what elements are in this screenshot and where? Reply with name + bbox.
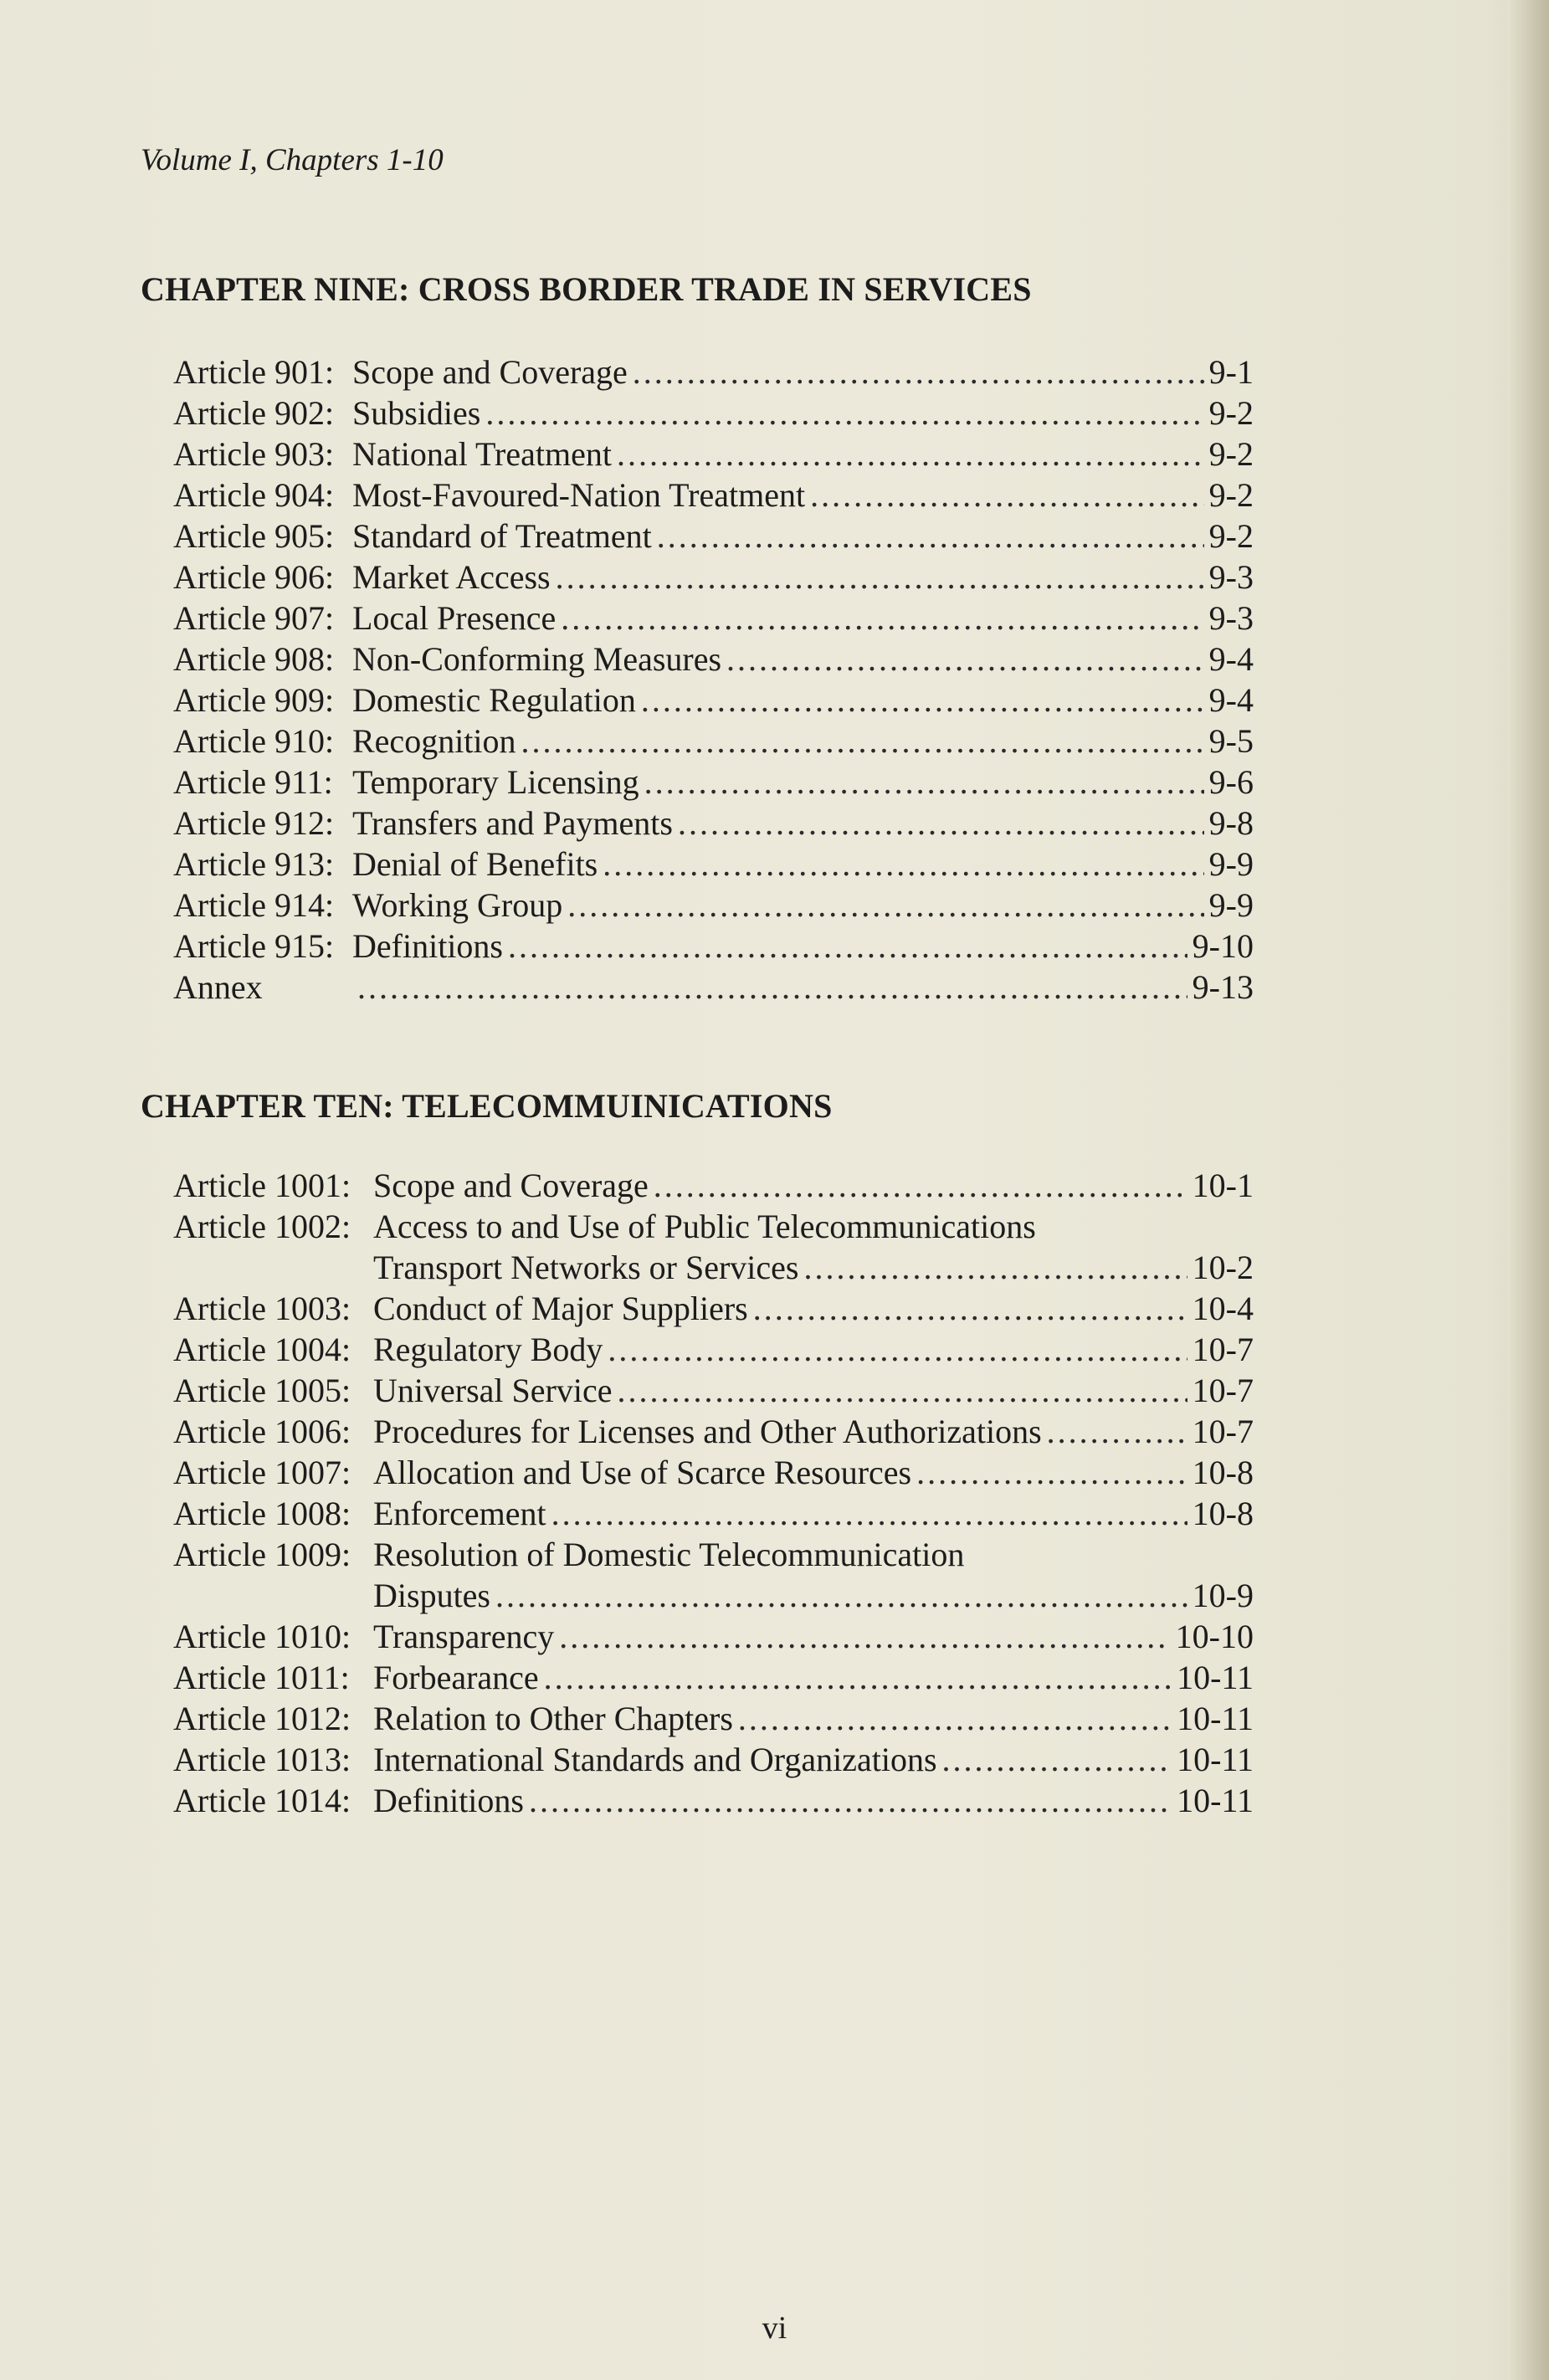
dot-leader (641, 680, 1204, 721)
toc-entry (173, 392, 1254, 433)
page-reference: 10-8 (1192, 1454, 1254, 1491)
dot-leader (803, 1247, 1187, 1288)
toc-entry (173, 967, 1254, 1008)
dot-leader (559, 1616, 1170, 1657)
toc-entry-continuation (173, 1575, 1254, 1616)
page-reference: 9-5 (1208, 722, 1254, 760)
dot-leader (603, 844, 1203, 885)
article-title: Scope and Coverage (373, 1167, 649, 1204)
page-reference: 10-10 (1175, 1618, 1254, 1655)
article-number: Article 1014: (173, 1782, 351, 1819)
article-number: Article 1012: (173, 1700, 351, 1737)
dot-leader (753, 1288, 1187, 1329)
toc-entry (173, 474, 1254, 515)
page-reference: 9-2 (1208, 476, 1254, 514)
toc-entry (173, 1288, 1254, 1329)
toc-entry (173, 598, 1254, 639)
toc-entry-continuation (173, 1247, 1254, 1288)
article-number: Article 912: (173, 804, 335, 842)
article-number: Article 1011: (173, 1659, 350, 1696)
article-number: Article 1003: (173, 1290, 351, 1327)
toc-entry (173, 433, 1254, 474)
dot-leader (556, 557, 1204, 598)
article-number: Article 902: (173, 394, 335, 432)
article-number: Article 1006: (173, 1413, 351, 1450)
article-title: Definitions (373, 1782, 524, 1819)
toc-entry (173, 1165, 1254, 1206)
article-number: Article 1008: (173, 1495, 351, 1532)
article-title: Subsidies (352, 394, 481, 432)
toc-entry (173, 680, 1254, 721)
page-reference: 9-9 (1208, 845, 1254, 883)
article-title: Resolution of Domestic Telecommunication (373, 1536, 965, 1573)
article-title: Working Group (352, 886, 563, 924)
chapter-nine-toc (173, 351, 1254, 1008)
toc-entry (173, 639, 1254, 680)
article-number: Article 1004: (173, 1331, 351, 1368)
chapter-ten-title: CHAPTER TEN: TELECOMMUINICATIONS (141, 1087, 833, 1125)
page-reference: 10-7 (1192, 1331, 1254, 1368)
article-number: Article 908: (173, 640, 335, 678)
toc-entry (173, 721, 1254, 762)
article-number: Article 901: (173, 353, 335, 391)
toc-entry (173, 1493, 1254, 1534)
page-reference: 9-4 (1208, 640, 1254, 678)
page-reference: 9-1 (1208, 353, 1254, 391)
page-reference: 10-11 (1177, 1700, 1254, 1737)
page-reference: 9-8 (1208, 804, 1254, 842)
article-title: Enforcement (373, 1495, 546, 1532)
dot-leader (485, 392, 1203, 433)
article-title: National Treatment (352, 435, 612, 473)
dot-leader (544, 1657, 1172, 1698)
article-title: Universal Service (373, 1372, 613, 1409)
running-head: Volume I, Chapters 1-10 (141, 143, 444, 177)
page-reference: 9-2 (1208, 517, 1254, 555)
page-reference: 9-6 (1208, 763, 1254, 801)
article-number: Article 1007: (173, 1454, 351, 1491)
toc-entry (173, 803, 1254, 844)
dot-leader (521, 721, 1204, 762)
page-reference: 9-2 (1208, 435, 1254, 473)
dot-leader (678, 803, 1204, 844)
dot-leader (608, 1329, 1187, 1370)
dot-leader (916, 1452, 1187, 1493)
page-number: vi (762, 2311, 787, 2346)
toc-entry (173, 557, 1254, 598)
dot-leader (508, 926, 1187, 967)
article-number: Article 903: (173, 435, 335, 473)
article-title-continuation: Disputes (373, 1577, 490, 1614)
article-title: Recognition (352, 722, 516, 760)
toc-entry (173, 1739, 1254, 1780)
dot-leader (551, 1493, 1187, 1534)
page-reference: 10-11 (1177, 1659, 1254, 1696)
article-number: Article 910: (173, 722, 335, 760)
dot-leader (644, 762, 1204, 803)
article-title: Transparency (373, 1618, 555, 1655)
article-title: Most-Favoured-Nation Treatment (352, 476, 806, 514)
toc-entry (173, 351, 1254, 392)
toc-entry (173, 515, 1254, 557)
page-gutter-shadow (1507, 0, 1549, 2380)
dot-leader (633, 351, 1204, 392)
article-number: Article 915: (173, 927, 335, 965)
dot-leader (654, 1165, 1187, 1206)
article-title: Transfers and Payments (352, 804, 673, 842)
article-title: Access to and Use of Public Telecommunications (373, 1208, 1036, 1245)
page-reference: 9-4 (1208, 681, 1254, 719)
article-number: Article 1009: (173, 1536, 351, 1573)
article-title: International Standards and Organizations (373, 1741, 937, 1778)
dot-leader (1047, 1411, 1187, 1452)
article-title: Non-Conforming Measures (352, 640, 722, 678)
toc-entry (173, 1534, 1254, 1575)
article-title: Scope and Coverage (352, 353, 628, 391)
article-number: Article 907: (173, 599, 335, 637)
article-number: Article 905: (173, 517, 335, 555)
article-title: Allocation and Use of Scarce Resources (373, 1454, 912, 1491)
page-reference: 10-7 (1192, 1372, 1254, 1409)
article-title-continuation: Transport Networks or Services (373, 1249, 799, 1286)
page-reference: 10-9 (1192, 1577, 1254, 1614)
article-title: Local Presence (352, 599, 557, 637)
article-number: Article 1002: (173, 1208, 351, 1245)
article-number: Article 913: (173, 845, 335, 883)
dot-leader (617, 1370, 1187, 1411)
dot-leader (657, 515, 1204, 557)
article-title: Market Access (352, 558, 551, 596)
article-number: Article 1013: (173, 1741, 351, 1778)
article-number: Article 1010: (173, 1618, 351, 1655)
dot-leader (810, 474, 1204, 515)
page-reference: 9-10 (1192, 927, 1254, 965)
article-number: Article 1001: (173, 1167, 351, 1204)
page-reference: 10-11 (1177, 1741, 1254, 1778)
article-number: Article 1005: (173, 1372, 351, 1409)
article-title: Relation to Other Chapters (373, 1700, 733, 1737)
article-title: Denial of Benefits (352, 845, 598, 883)
toc-entry (173, 844, 1254, 885)
article-number: Article 904: (173, 476, 335, 514)
article-number: Article 914: (173, 886, 335, 924)
toc-entry (173, 1452, 1254, 1493)
dot-leader (942, 1739, 1172, 1780)
page-reference: 10-8 (1192, 1495, 1254, 1532)
page-reference: 10-4 (1192, 1290, 1254, 1327)
toc-entry (173, 1370, 1254, 1411)
dot-leader (617, 433, 1204, 474)
dot-leader (567, 885, 1203, 926)
toc-entry (173, 1616, 1254, 1657)
page-reference: 9-9 (1208, 886, 1254, 924)
page-reference: 10-11 (1177, 1782, 1254, 1819)
article-number: Article 906: (173, 558, 335, 596)
article-title: Domestic Regulation (352, 681, 636, 719)
article-title: Procedures for Licenses and Other Authorizations (373, 1413, 1042, 1450)
dot-leader (561, 598, 1203, 639)
chapter-nine-title: CHAPTER NINE: CROSS BORDER TRADE IN SERVICES (141, 270, 1032, 308)
article-title: Definitions (352, 927, 503, 965)
page-reference: 9-3 (1208, 599, 1254, 637)
dot-leader (357, 967, 1187, 1008)
article-number: Article 911: (173, 763, 333, 801)
article-title: Temporary Licensing (352, 763, 639, 801)
page-reference: 10-2 (1192, 1249, 1254, 1286)
page-reference: 9-13 (1192, 968, 1254, 1006)
toc-entry (173, 762, 1254, 803)
chapter-ten-toc (173, 1165, 1254, 1821)
article-title: Conduct of Major Suppliers (373, 1290, 748, 1327)
article-title: Forbearance (373, 1659, 539, 1696)
article-title: Regulatory Body (373, 1331, 603, 1368)
toc-entry (173, 1780, 1254, 1821)
article-number: Article 909: (173, 681, 335, 719)
toc-entry (173, 1206, 1254, 1247)
dot-leader (738, 1698, 1172, 1739)
toc-entry (173, 1698, 1254, 1739)
page-reference: 10-1 (1192, 1167, 1254, 1204)
dot-leader (529, 1780, 1172, 1821)
toc-entry (173, 1411, 1254, 1452)
toc-entry (173, 926, 1254, 967)
article-title: Standard of Treatment (352, 517, 652, 555)
toc-entry (173, 1329, 1254, 1370)
page-reference: 9-2 (1208, 394, 1254, 432)
page-reference: 10-7 (1192, 1413, 1254, 1450)
dot-leader (495, 1575, 1187, 1616)
article-number: Annex (173, 968, 263, 1006)
toc-entry (173, 885, 1254, 926)
dot-leader (726, 639, 1204, 680)
page-reference: 9-3 (1208, 558, 1254, 596)
toc-entry (173, 1657, 1254, 1698)
